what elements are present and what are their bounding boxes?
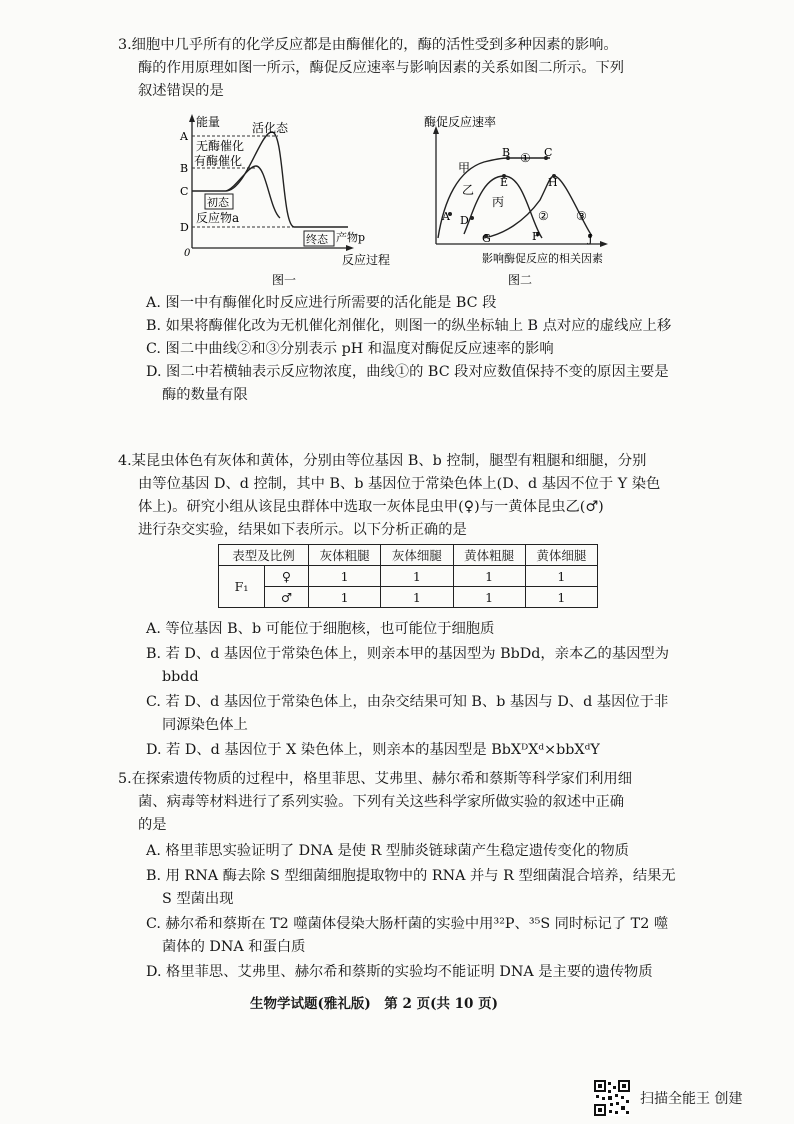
table-cell: 1 [309,566,381,587]
fig2-curve-2-label: ② [538,209,549,223]
q4-option-c: C. 若 D、d 基因位于常染色体上，由杂交结果可知 B、b 基因与 D、d 基因位于非同源染色体上 [146,694,669,733]
question-3-stem [118,34,678,103]
fig2-point-d: D [460,214,469,227]
table-cell: 1 [453,587,525,608]
table-header-row [219,545,598,566]
fig2-point-j: J [588,232,593,245]
fig2-curve-jia: 甲 [458,161,471,175]
table-sex: ♂ [265,587,309,608]
q4-stem-line-4: 进行杂交实验，结果如下表所示。以下分析正确的是 [138,522,467,538]
q5-stem-line-1: 5.在探索遗传物质的过程中，格里菲思、艾弗里、赫尔希和蔡斯等科学家们利用细 [118,771,633,787]
figure-1-energy-diagram [170,110,410,290]
table-header: 表型及比例 [219,545,309,566]
q5-stem-line-3: 的是 [138,817,167,833]
fig1-final-state: 终态 [306,233,328,246]
fig2-curve-bing: 丙 [492,195,505,209]
page-footer: 生物学试题(雅礼版) 第 2 页(共 10 页) [250,996,499,1012]
fig1-ylabel: 能量 [196,115,221,129]
question-4-stem [118,450,678,542]
fig2-curve-3-label: ③ [576,209,587,223]
q3-option-a: A. 图一中有酶催化时反应进行所需要的活化能是 BC 段 [146,295,497,311]
q5-stem-line-2: 菌、病毒等材料进行了系列实验。下列有关这些科学家所做实验的叙述中正确 [138,794,625,810]
fig2-point-f: F [532,230,540,243]
fig1-tick-c: C [180,185,189,198]
fig1-xlabel: 反应过程 [342,253,391,267]
fig2-curve-yi: 乙 [462,183,475,197]
table-header: 黄体细腿 [525,545,597,566]
q4-stem-line-3: 体上)。研究小组从该昆虫群体中选取一灰体昆虫甲(♀)与一黄体昆虫乙(♂) [138,499,604,515]
fig1-activated-label: 活化态 [252,121,289,135]
table-header: 灰体细腿 [381,545,453,566]
table-cell: 1 [525,566,597,587]
q5-options [146,840,681,984]
q4-stem-line-2: 由等位基因 D、d 控制，其中 B、b 基因位于常染色体上(D、d 基因不位于 Y 染色 [138,476,661,492]
table-cell: 1 [453,566,525,587]
fig2-ylabel: 酶促反应速率 [424,115,497,129]
q4-options [146,618,681,762]
table-generation: F₁ [219,566,265,608]
genotype-table [218,544,598,608]
table-row [219,566,598,587]
question-5-stem [118,768,678,837]
fig1-product-label: 产物p [336,231,366,244]
fig2-point-h: H [548,176,558,189]
q3-option-c: C. 图二中曲线②和③分别表示 pH 和温度对酶促反应速率的影响 [146,341,554,357]
q3-options [146,292,681,407]
fig1-reactant-label: 反应物a [196,211,240,225]
scanner-watermark: 扫描全能王 创建 [640,1091,743,1107]
q5-option-c: C. 赫尔希和蔡斯在 T2 噬菌体侵染大肠杆菌的实验中用³²P、³⁵S 同时标记了 T2 噬菌体的 DNA 和蛋白质 [146,916,669,955]
table-cell: 1 [381,587,453,608]
q4-option-a: A. 等位基因 B、b 可能位于细胞核，也可能位于细胞质 [146,621,495,637]
q3-stem-line-1: 3.细胞中几乎所有的化学反应都是由酶催化的，酶的活性受到多种因素的影响。 [118,37,618,53]
q5-option-b: B. 用 RNA 酶去除 S 型细菌细胞提取物中的 RNA 并与 R 型细菌混合培养，结果无 S 型菌出现 [146,868,676,907]
fig2-point-e: E [500,176,509,189]
table-header: 灰体粗腿 [309,545,381,566]
q3-stem-line-3: 叙述错误的是 [138,83,224,99]
q5-option-d: D. 格里菲思、艾弗里、赫尔希和蔡斯的实验均不能证明 DNA 是主要的遗传物质 [146,964,653,980]
fig2-caption: 图二 [508,273,533,287]
table-cell: 1 [309,587,381,608]
fig2-point-b: B [502,146,511,159]
q3-option-d: D. 图二中若横轴表示反应物浓度，曲线①的 BC 段对应数值保持不变的原因主要是酶的数量有限 [146,364,669,403]
fig1-tick-a: A [180,130,188,143]
fig2-point-g: G [482,232,491,245]
table-cell: 1 [525,587,597,608]
table-cell: 1 [381,566,453,587]
q4-option-b: B. 若 D、d 基因位于常染色体上，则亲本甲的基因型为 BbDd，亲本乙的基因型为 bbdd [146,646,670,685]
q3-option-b: B. 如果将酶催化改为无机催化剂催化，则图一的纵坐标轴上 B 点对应的虚线应上移 [146,318,672,334]
fig2-curve-1-label: ① [520,151,531,165]
fig1-caption: 图一 [272,273,297,287]
fig1-no-enzyme-label: 无酶催化 [196,139,245,153]
q4-option-d: D. 若 D、d 基因位于 X 染色体上，则亲本的基因型是 BbXᴰXᵈ×bbXᵈY [146,742,600,758]
fig1-tick-d: D [180,221,189,234]
qr-code-icon [594,1080,630,1116]
fig1-tick-b: B [180,162,189,175]
fig1-origin: 0 [184,248,191,259]
table-row [219,587,598,608]
fig1-initial-state: 初态 [207,196,229,209]
q5-option-a: A. 格里菲思实验证明了 DNA 是使 R 型肺炎链球菌产生稳定遗传变化的物质 [146,843,629,859]
fig1-with-enzyme-label: 有酶催化 [194,154,243,168]
fig2-xlabel: 影响酶促反应的相关因素 [482,252,603,265]
q3-stem-line-2: 酶的作用原理如图一所示，酶促反应速率与影响因素的关系如图二所示。下列 [138,60,625,76]
fig2-point-c: C [544,146,553,159]
figure-2-rate-chart [424,110,644,290]
q4-stem-line-1: 4.某昆虫体色有灰体和黄体，分别由等位基因 B、b 控制，腿型有粗腿和细腿，分别 [118,453,647,469]
fig2-point-a: A [442,210,450,223]
table-header: 黄体粗腿 [453,545,525,566]
table-sex: ♀ [265,566,309,587]
